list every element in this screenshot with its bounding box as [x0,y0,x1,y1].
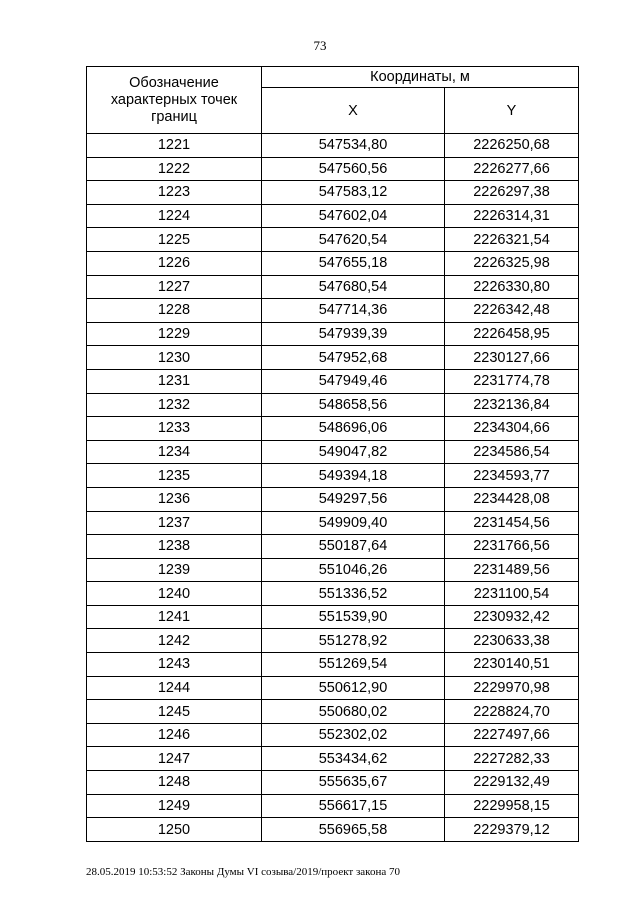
table-row [87,181,579,205]
table-row [87,369,579,393]
point-cell: 1222 [87,157,262,181]
x-cell: 549909,40 [262,511,445,535]
x-cell: 549297,56 [262,487,445,511]
point-column-header: Обозначение характерных точек границ [87,67,262,134]
point-cell: 1248 [87,771,262,795]
point-cell: 1221 [87,134,262,158]
point-cell: 1250 [87,818,262,842]
y-cell: 2229379,12 [445,818,579,842]
point-cell: 1233 [87,417,262,441]
x-cell: 547939,39 [262,322,445,346]
x-cell: 551278,92 [262,629,445,653]
table-row [87,228,579,252]
table-row [87,440,579,464]
y-cell: 2234593,77 [445,464,579,488]
y-cell: 2226330,80 [445,275,579,299]
y-cell: 2234586,54 [445,440,579,464]
point-cell: 1243 [87,653,262,677]
y-cell: 2226250,68 [445,134,579,158]
x-cell: 547952,68 [262,346,445,370]
point-cell: 1234 [87,440,262,464]
table-row [87,582,579,606]
y-column-header: Y [445,88,579,134]
x-column-header: X [262,88,445,134]
table-row [87,747,579,771]
coordinates-column-header: Координаты, м [262,67,579,88]
x-cell: 548696,06 [262,417,445,441]
x-cell: 556965,58 [262,818,445,842]
table-row [87,299,579,323]
table-row [87,700,579,724]
x-cell: 547680,54 [262,275,445,299]
x-cell: 556617,15 [262,794,445,818]
y-cell: 2229132,49 [445,771,579,795]
point-cell: 1227 [87,275,262,299]
y-cell: 2226314,31 [445,204,579,228]
table-row [87,723,579,747]
y-cell: 2227497,66 [445,723,579,747]
x-cell: 547655,18 [262,251,445,275]
x-cell: 547714,36 [262,299,445,323]
y-cell: 2228824,70 [445,700,579,724]
y-cell: 2230127,66 [445,346,579,370]
x-cell: 552302,02 [262,723,445,747]
table-row [87,605,579,629]
x-cell: 553434,62 [262,747,445,771]
document-footer: 28.05.2019 10:53:52 Законы Думы VI созыва/2019/проект закона 70 [86,866,400,878]
x-cell: 555635,67 [262,771,445,795]
y-cell: 2226342,48 [445,299,579,323]
y-cell: 2234304,66 [445,417,579,441]
y-cell: 2229958,15 [445,794,579,818]
point-cell: 1249 [87,794,262,818]
table-row [87,818,579,842]
point-cell: 1237 [87,511,262,535]
page-number: 73 [313,38,327,53]
x-cell: 547534,80 [262,134,445,158]
table-row [87,771,579,795]
y-cell: 2232136,84 [445,393,579,417]
table-row [87,558,579,582]
point-cell: 1241 [87,605,262,629]
x-cell: 547949,46 [262,369,445,393]
y-cell: 2227282,33 [445,747,579,771]
point-cell: 1242 [87,629,262,653]
table-row [87,794,579,818]
y-cell: 2231454,56 [445,511,579,535]
y-cell: 2231489,56 [445,558,579,582]
x-cell: 551336,52 [262,582,445,606]
point-cell: 1239 [87,558,262,582]
point-cell: 1247 [87,747,262,771]
point-cell: 1246 [87,723,262,747]
point-cell: 1226 [87,251,262,275]
point-cell: 1231 [87,369,262,393]
table-body [87,134,579,842]
y-cell: 2226325,98 [445,251,579,275]
table-header [87,67,579,134]
y-cell: 2229970,98 [445,676,579,700]
point-cell: 1228 [87,299,262,323]
x-cell: 547620,54 [262,228,445,252]
table-row [87,653,579,677]
table-row [87,204,579,228]
point-cell: 1229 [87,322,262,346]
y-cell: 2231100,54 [445,582,579,606]
x-cell: 547602,04 [262,204,445,228]
x-cell: 549394,18 [262,464,445,488]
y-cell: 2230633,38 [445,629,579,653]
x-cell: 551046,26 [262,558,445,582]
x-cell: 550612,90 [262,676,445,700]
y-cell: 2231766,56 [445,535,579,559]
point-cell: 1232 [87,393,262,417]
table-row [87,275,579,299]
table-row [87,251,579,275]
table-row [87,487,579,511]
point-cell: 1223 [87,181,262,205]
table-row [87,676,579,700]
table-row [87,157,579,181]
x-cell: 551269,54 [262,653,445,677]
y-cell: 2226277,66 [445,157,579,181]
y-cell: 2226321,54 [445,228,579,252]
y-cell: 2230140,51 [445,653,579,677]
x-cell: 549047,82 [262,440,445,464]
point-cell: 1224 [87,204,262,228]
y-cell: 2234428,08 [445,487,579,511]
coordinates-table [86,66,579,842]
table-row [87,322,579,346]
table-row [87,464,579,488]
point-cell: 1235 [87,464,262,488]
table-row [87,393,579,417]
y-cell: 2226297,38 [445,181,579,205]
point-cell: 1244 [87,676,262,700]
table-row [87,535,579,559]
x-cell: 550187,64 [262,535,445,559]
table-row [87,346,579,370]
table-row [87,134,579,158]
x-cell: 550680,02 [262,700,445,724]
x-cell: 547583,12 [262,181,445,205]
table-row [87,629,579,653]
point-cell: 1230 [87,346,262,370]
y-cell: 2231774,78 [445,369,579,393]
table-row [87,417,579,441]
y-cell: 2230932,42 [445,605,579,629]
point-cell: 1240 [87,582,262,606]
point-cell: 1225 [87,228,262,252]
table-row [87,511,579,535]
point-cell: 1238 [87,535,262,559]
x-cell: 548658,56 [262,393,445,417]
point-cell: 1245 [87,700,262,724]
point-cell: 1236 [87,487,262,511]
x-cell: 551539,90 [262,605,445,629]
y-cell: 2226458,95 [445,322,579,346]
x-cell: 547560,56 [262,157,445,181]
